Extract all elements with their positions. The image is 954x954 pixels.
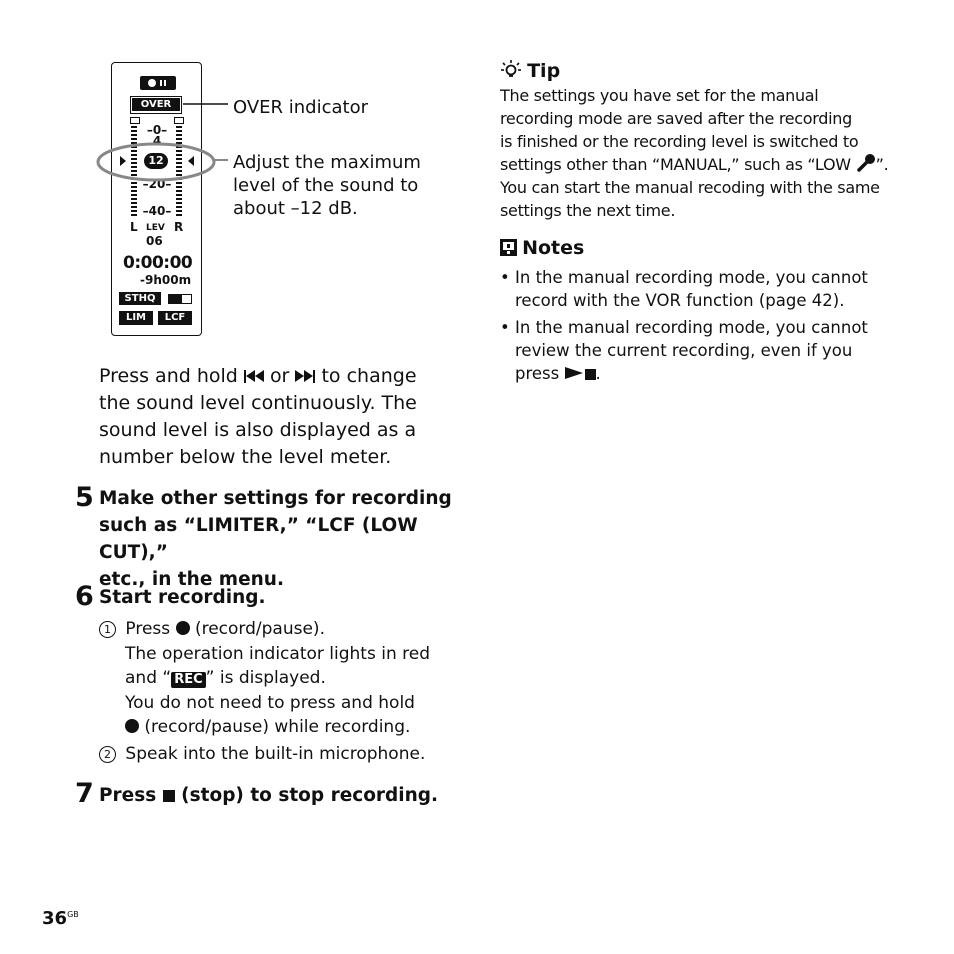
instruction-or: or [269, 365, 290, 387]
substep-1-line-3 [125, 666, 459, 691]
substep-2-text: Speak into the built-in microphone. [125, 744, 426, 764]
instruction-text-2: to change [321, 365, 417, 387]
scale-0: 0 [152, 123, 162, 137]
substep-2-number: 2 [99, 746, 116, 763]
instruction-line-1 [99, 363, 459, 390]
substep-1-line-5-text: (record/pause) while recording. [144, 717, 411, 737]
step-6-title: Start recording. [99, 587, 266, 608]
scale-20: 20 [148, 177, 166, 191]
tip-title: Tip [527, 60, 561, 82]
play-stop-icon [565, 364, 596, 383]
substep-1-line-3b: ” is displayed. [205, 668, 326, 688]
page-region-suffix: GB [67, 910, 79, 919]
step-7-rest: (stop) to stop recording. [181, 785, 439, 806]
level-highlight-ellipse [98, 144, 214, 180]
tip-line-1: The settings you have set for the manual [500, 86, 819, 105]
step-7-press: Press [99, 785, 157, 806]
note-1-bullet: • [500, 268, 510, 287]
step-5-line-2: such as “LIMITER,” “LCF (LOW CUT),” [99, 515, 418, 563]
record-button-icon [176, 621, 190, 635]
step-5-line-3: etc., in the menu. [99, 569, 284, 590]
tip-line-6: settings the next time. [500, 201, 676, 220]
elapsed-time: 0:00:00 [123, 253, 193, 273]
substep-1-number: 1 [99, 621, 116, 638]
adjust-callout-line-3: about –12 dB. [233, 198, 358, 219]
lim-badge: LIM [119, 311, 153, 325]
substep-1-record-pause: (record/pause). [194, 619, 325, 639]
substep-1-line-2: The operation indicator lights in red [125, 643, 430, 664]
note-2-bullet: • [500, 318, 510, 337]
remaining-time: -9h00m [140, 273, 192, 287]
notes-title: Notes [522, 237, 585, 259]
skip-forward-icon [295, 365, 315, 387]
skip-back-icon [244, 365, 264, 387]
instruction-line-4: number below the level meter. [99, 446, 392, 468]
instruction-line-2: the sound level continuously. The [99, 392, 417, 414]
tip-line-5: You can start the manual recoding with the same [500, 178, 880, 197]
lev-label: LEV [146, 223, 165, 233]
note-2-line-3 [515, 362, 890, 385]
instruction-line-3: sound level is also displayed as a [99, 419, 417, 441]
note-2-line-1: In the manual recording mode, you cannot [515, 318, 868, 337]
note-2-line-2: review the current recording, even if you [515, 341, 853, 360]
step-7-number: 7 [75, 778, 94, 809]
adjust-callout [233, 151, 421, 220]
note-2-end: . [595, 364, 601, 383]
tip-body [500, 84, 890, 222]
scale-40: 40 [148, 204, 166, 218]
step-6-number: 6 [75, 581, 94, 612]
step-5-text [99, 485, 469, 593]
lightbulb-icon [500, 59, 522, 81]
instruction-text-1: Press and hold [99, 365, 238, 387]
microphone-icon [856, 154, 876, 172]
tip-header [500, 59, 560, 83]
substep-1-line-3a: and “ [125, 668, 172, 688]
tip-line-3: is finished or the recording level is switched to [500, 132, 859, 151]
tip-line-4-text: settings other than “MANUAL,” such as “LOW [500, 155, 851, 174]
scale-4: 4 [152, 134, 162, 148]
substep-1-line-5 [125, 715, 459, 740]
notes-icon [500, 239, 517, 256]
notes-list [500, 266, 890, 385]
page-number [42, 908, 79, 929]
instruction-paragraph [99, 363, 459, 471]
scale-label-0: –0– [146, 123, 168, 137]
sthq-badge: STHQ [119, 292, 161, 305]
record-button-icon-2 [125, 719, 139, 733]
over-indicator: OVER [132, 98, 180, 111]
tip-line-4-end: ”. [875, 155, 889, 174]
stop-icon [163, 790, 175, 802]
scale-12: 12 [148, 154, 164, 167]
lev-value: 06 [146, 234, 163, 248]
note-item-2 [500, 316, 890, 385]
notes-header [500, 236, 584, 260]
tip-line-4 [500, 153, 890, 176]
substep-1-line-4: You do not need to press and hold [125, 692, 415, 713]
note-1-line-2: record with the VOR function (page 42). [515, 291, 845, 310]
step-5-number: 5 [75, 482, 94, 513]
lev-right: R [174, 220, 184, 234]
substep-1-press: Press [125, 619, 171, 639]
adjust-callout-line-2: level of the sound to [233, 175, 419, 196]
scale-label-40: –40– [142, 204, 172, 218]
step-6-substep-2 [99, 742, 425, 767]
tip-line-2: recording mode are saved after the recording [500, 109, 852, 128]
page-number-value: 36 [42, 908, 68, 929]
lev-left: L [130, 220, 138, 234]
note-item-1 [500, 266, 890, 312]
note-2-press: press [515, 364, 560, 383]
step-5-line-1: Make other settings for recording [99, 488, 452, 509]
step-6-substep-1 [99, 617, 459, 740]
rec-badge: REC [171, 672, 205, 688]
over-callout: OVER indicator [233, 97, 368, 118]
scale-label-20: –20– [142, 177, 172, 191]
note-1-line-1: In the manual recording mode, you cannot [515, 268, 868, 287]
lcf-badge: LCF [158, 311, 192, 325]
adjust-callout-line-1: Adjust the maximum [233, 152, 421, 173]
step-7-text [99, 782, 438, 809]
